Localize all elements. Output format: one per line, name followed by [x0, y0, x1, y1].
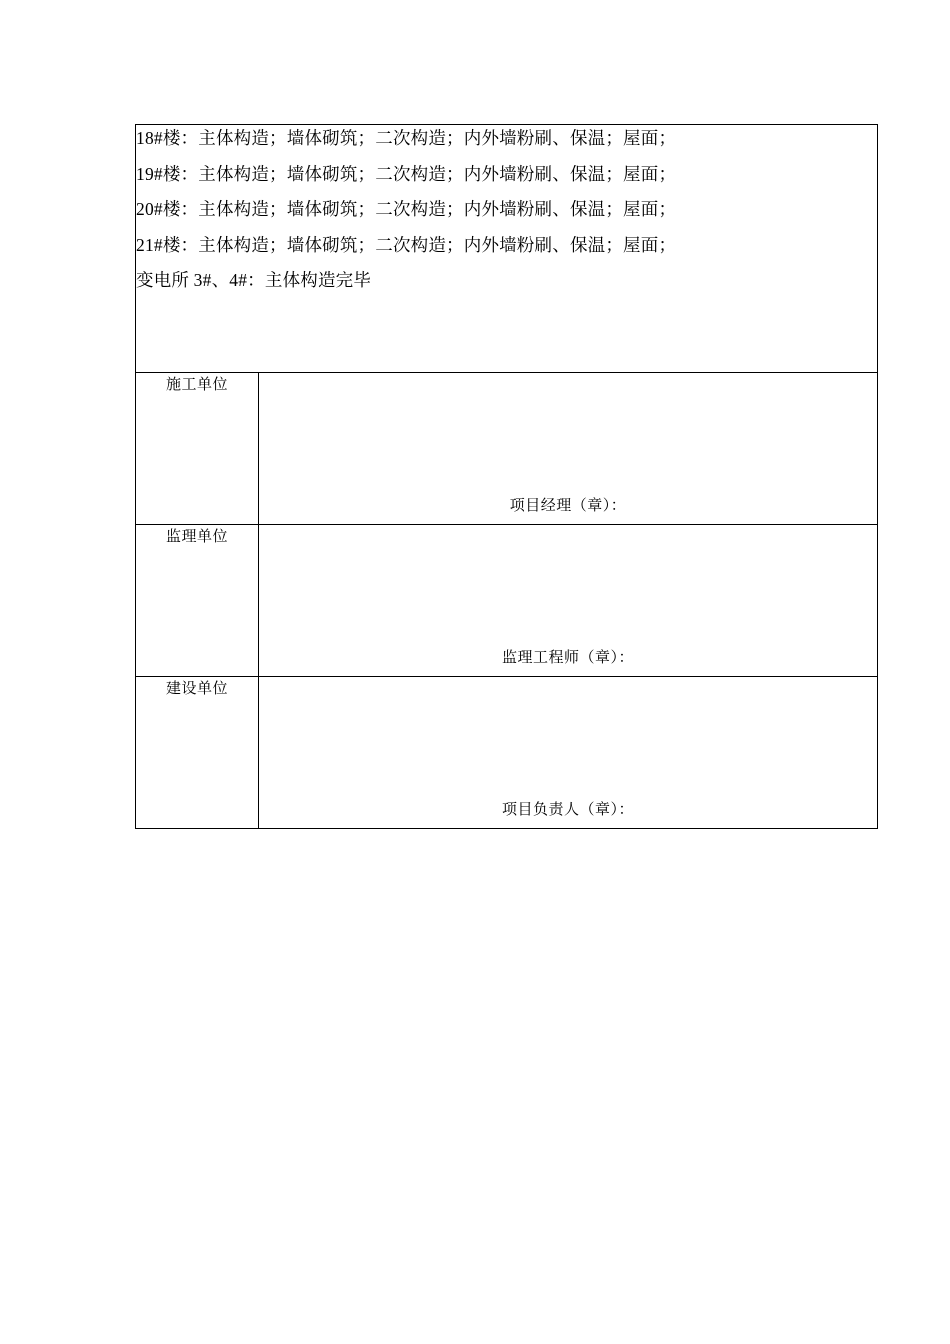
- progress-line-building-20: 20#楼：主体构造；墙体砌筑；二次构造；内外墙粉刷、保温；屋面；: [136, 199, 677, 219]
- progress-line-building-19: 19#楼：主体构造；墙体砌筑；二次构造；内外墙粉刷、保温；屋面；: [136, 163, 677, 184]
- construction-unit-label: 施工单位: [136, 373, 259, 525]
- progress-line-substation: 变电所 3#、4#：主体构造完毕: [136, 270, 372, 290]
- supervision-unit-row: [136, 525, 878, 677]
- progress-content-cell: [136, 125, 878, 373]
- progress-line-building-18: 18#楼：主体构造；墙体砌筑；二次构造；内外墙粉刷、保温；屋面；: [136, 128, 677, 148]
- project-leader-seal-label: 项目负责人（章）：: [501, 802, 634, 818]
- owner-unit-row: [136, 677, 878, 829]
- acceptance-form-table: [135, 124, 878, 829]
- progress-line-building-21: 21#楼：主体构造；墙体砌筑；二次构造；内外墙粉刷、保温；屋面；: [136, 234, 677, 255]
- construction-unit-sign-cell: [259, 373, 878, 525]
- supervision-unit-sign-cell: [259, 525, 878, 677]
- project-manager-seal-label: 项目经理（章）：: [509, 498, 627, 514]
- owner-unit-label: 建设单位: [136, 677, 259, 829]
- owner-unit-sign-cell: [259, 677, 878, 829]
- supervision-unit-label: 监理单位: [136, 525, 259, 677]
- construction-unit-row: [136, 373, 878, 525]
- supervising-engineer-seal-label: 监理工程师（章）：: [501, 650, 634, 666]
- progress-row: [136, 125, 878, 373]
